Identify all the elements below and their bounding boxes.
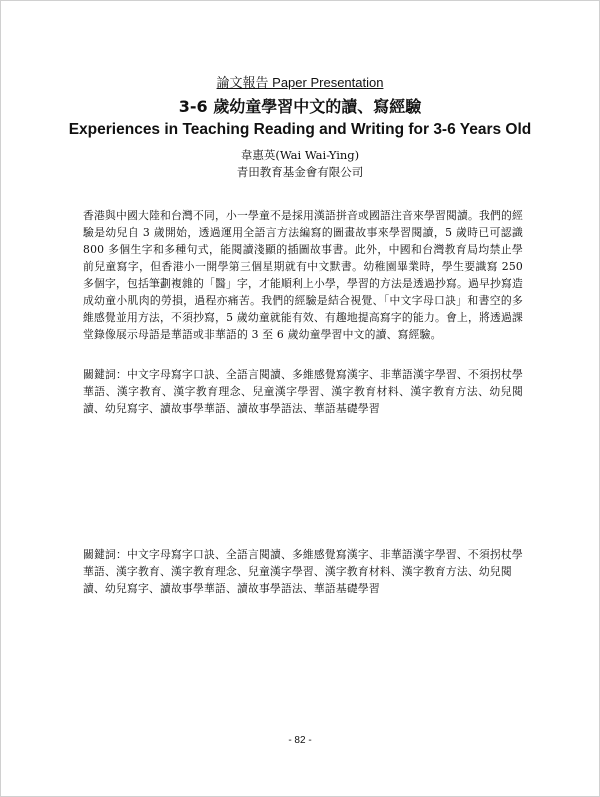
paper-header (0, 72, 600, 141)
terms-paragraph (83, 366, 523, 417)
keywords (83, 546, 523, 597)
terms-text: 關鍵詞：中文字母寫字口訣、全語言閱讀、多維感覺寫漢字、非華語漢字學習、不須拐杖學華語、漢字教育、漢字教育理念、兒童漢字學習、漢字教育材料、漢字教育方法、幼兒閱讀、幼兒寫字、讀故事學華語、讀故事學語法、華語基礎學習 (83, 368, 523, 415)
keywords-text: 關鍵詞：中文字母寫字口訣、全語言閱讀、多維感覺寫漢字、非華語漢字學習、不須拐杖學華語、漢字教育、漢字教育理念、兒童漢字學習、漢字教育材料、漢字教育方法、幼兒閱讀、幼兒寫字、讀故事學華語、讀故事學語法、華語基礎學習 (83, 548, 523, 595)
author-block (0, 147, 600, 181)
page-number: - 82 - (288, 735, 312, 746)
author-name: 韋惠英(Wai Wai-Ying) (240, 148, 360, 162)
section-label: 論文報告 Paper Presentation (216, 75, 384, 90)
title-chinese: 3-6 歲幼童學習中文的讀、寫經驗 (178, 97, 422, 116)
abstract-text: 香港與中國大陸和台灣不同，小一學童不是採用漢語拼音或國語注音來學習閱讀。我們的經驗是幼兒自 3 歲開始，透過運用全語言方法編寫的圖畫故事來學習閱讀，5 歲時已可認識 800 多個生字和多種句式，能閱讀淺顯的插圖故事書。此外，中國和台灣教育局均禁止學前兒童寫字，但香港小一開學第三個星期就有中文默書。幼稚園畢業時，學生要識寫 250 多個字，包括筆劃複雜的「醫」字，才能順利上小學，學習的方法是透過抄寫。過早抄寫造成幼童小肌肉的勞損，過程亦痛苦。我們的經驗是結合視覺、「中文字母口訣」和書空的多維感覺並用方法，不須抄寫，5 歲幼童就能有效、有趣地提高寫字的能力。會上，將透過課堂錄像展示母語是華語或非華語的 3 至 6 歲幼童學習中文的讀、寫經驗。 (83, 209, 523, 341)
author-affiliation: 青田教育基金會有限公司 (236, 165, 364, 179)
title-english: Experiences in Teaching Reading and Writing for 3-6 Years Old (68, 121, 532, 138)
abstract (83, 207, 523, 343)
